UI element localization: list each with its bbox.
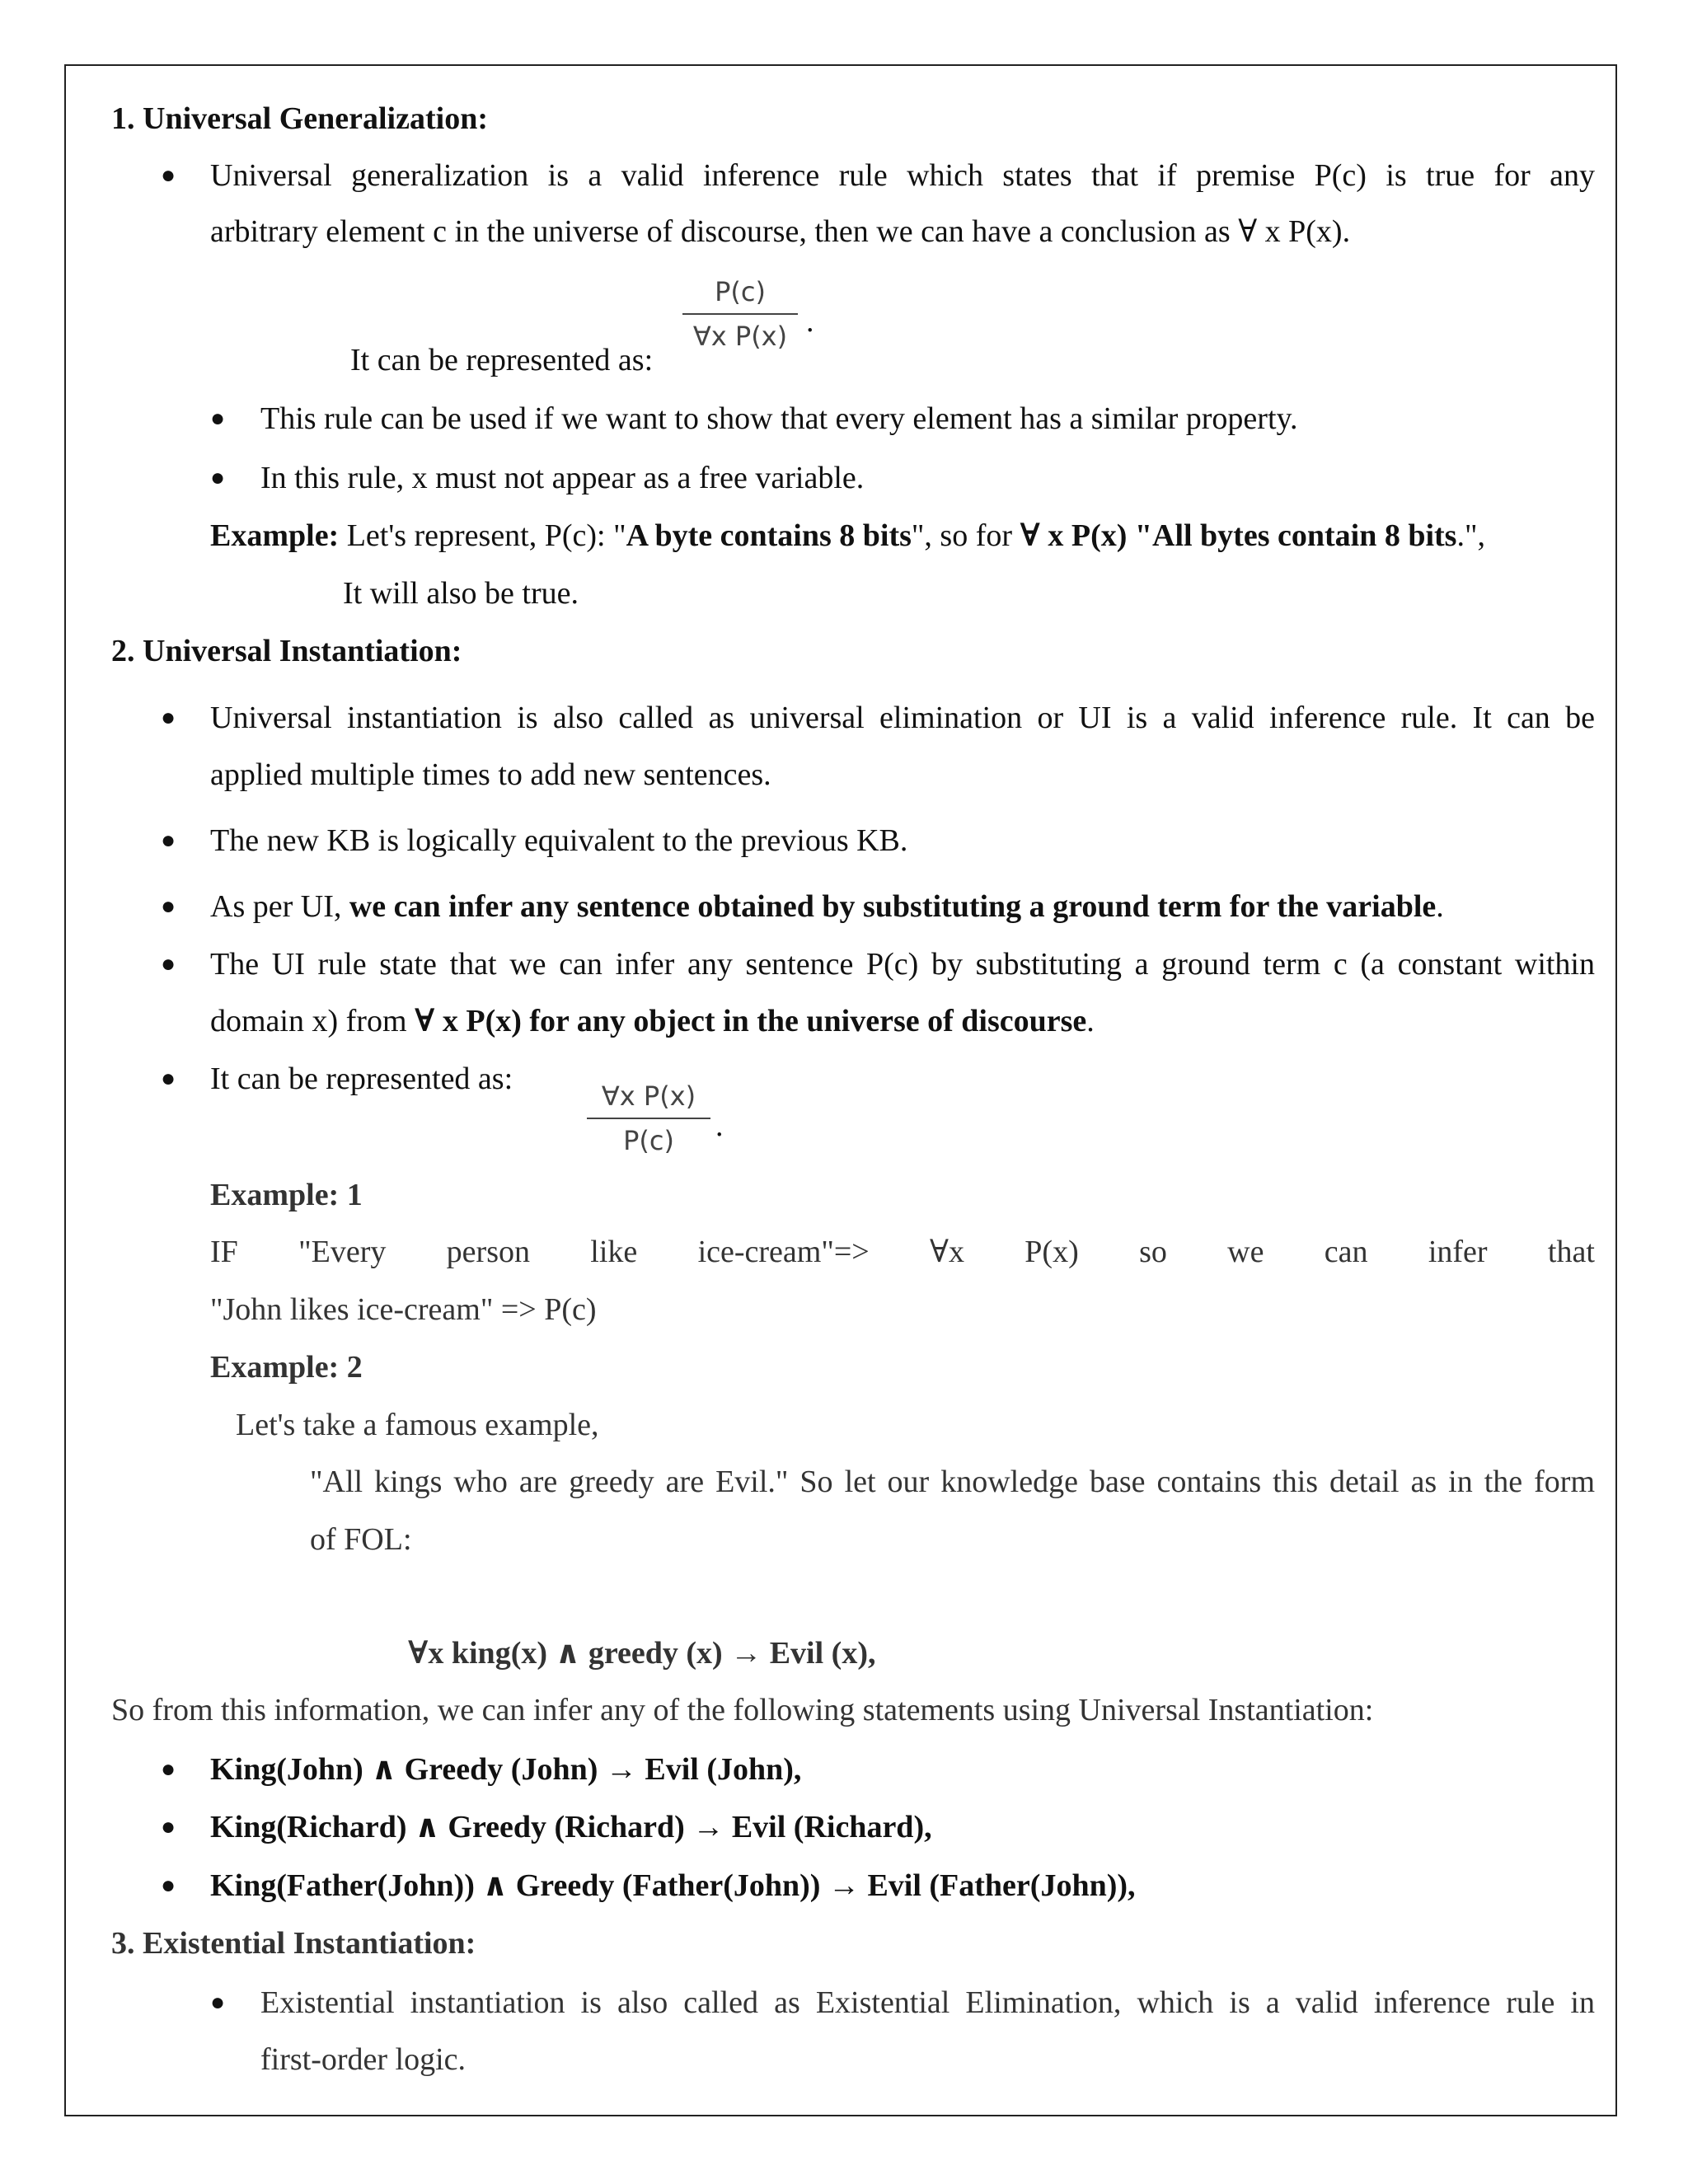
example-1-word: can	[1324, 1235, 1368, 1269]
inference-item-1: King(John) ∧ Greedy (John) → Evil (John),	[210, 1752, 802, 1787]
s1-bullet-1-line-1: Universal generalization is a valid inference rule which states that if premise P(c) is true for any	[210, 158, 1595, 193]
s1-bullet-2: This rule can be used if we want to show that every element has a similar property.	[260, 401, 1298, 436]
s2-bullet-3	[210, 888, 1444, 926]
s1-bullet-3: In this rule, x must not appear as a free variable.	[260, 461, 865, 495]
fraction-denominator: P(c)	[623, 1125, 674, 1156]
s1-represent-label: It can be represented as:	[350, 343, 654, 377]
s2-bullet-5: It can be represented as:	[210, 1062, 513, 1096]
bold-text: we can infer any sentence obtained by substituting a ground term for the variable	[349, 889, 1437, 924]
bullet-icon: ●	[161, 827, 176, 854]
inference-item-2: King(Richard) ∧ Greedy (Richard) → Evil (Richard),	[210, 1810, 932, 1844]
example-2-line-1: Let's take a famous example,	[236, 1408, 599, 1442]
example-text: ", so for	[911, 518, 1020, 553]
example-1-word: ∀x	[930, 1235, 964, 1269]
bullet-icon: ●	[210, 464, 226, 491]
example-bold-text: A byte contains 8 bits	[626, 518, 912, 553]
fol-formula: ∀x king(x) ∧ greedy (x) → Evil (x),	[408, 1636, 876, 1671]
bullet-icon: ●	[210, 405, 226, 432]
generalization-rule-fraction	[682, 274, 798, 354]
s2-bullet-1-line-2: applied multiple times to add new sentences.	[210, 757, 771, 792]
bullet-icon: ●	[161, 1872, 176, 1899]
s3-bullet-1-line-1: Existential instantiation is also called as Existential Elimination, which is a valid inference rule in	[260, 1985, 1595, 2020]
example-text: .",	[1456, 518, 1485, 553]
fraction-period: .	[715, 1108, 724, 1143]
fraction-numerator: P(c)	[715, 276, 766, 307]
bullet-icon: ●	[161, 162, 176, 189]
s2-bullet-2: The new KB is logically equivalent to the previous KB.	[210, 823, 908, 858]
example-text: Let's represent, P(c): "	[339, 518, 626, 553]
section-1-heading: 1. Universal Generalization:	[111, 101, 488, 136]
example-1-word: we	[1227, 1235, 1264, 1269]
example-1-word: "Every	[298, 1235, 387, 1269]
bullet-icon: ●	[161, 893, 176, 920]
instantiation-rule-fraction	[587, 1078, 710, 1159]
fraction-denominator: ∀x P(x)	[692, 321, 788, 352]
example-1-word: like	[590, 1235, 638, 1269]
bullet-icon: ●	[210, 1989, 226, 2016]
example-1-word: P(x)	[1025, 1235, 1079, 1269]
s2-bullet-1-line-1: Universal instantiation is also called as universal elimination or UI is a valid inference rule. It can be	[210, 701, 1595, 735]
bullet-icon: ●	[161, 1813, 176, 1840]
section-3-heading: 3. Existential Instantiation:	[111, 1926, 476, 1961]
bullet-icon: ●	[161, 1065, 176, 1092]
example-1-word: that	[1547, 1235, 1595, 1269]
example-label: Example:	[210, 518, 340, 553]
bullet-icon: ●	[161, 950, 176, 977]
example-1-word: so	[1139, 1235, 1167, 1269]
fraction-bar	[682, 313, 798, 315]
s2-bullet-4-line-2	[210, 1002, 1095, 1040]
text: .	[1436, 889, 1444, 924]
example-2-line-3: of FOL:	[310, 1522, 412, 1557]
example-2-label: Example: 2	[210, 1350, 363, 1385]
example-1-label: Example: 1	[210, 1178, 363, 1212]
s1-example-line-1	[210, 517, 1485, 555]
inference-item-3: King(Father(John)) ∧ Greedy (Father(John)) → Evil (Father(John)),	[210, 1868, 1136, 1903]
example-1-line-1	[210, 1233, 1595, 1271]
s1-bullet-1-line-2: arbitrary element c in the universe of discourse, then we can have a conclusion as ∀ x P(x).	[210, 214, 1351, 249]
inference-intro: So from this information, we can infer any of the following statements using Universal Instantiation:	[111, 1693, 1374, 1727]
s2-bullet-4-line-1: The UI rule state that we can infer any sentence P(c) by substituting a ground term c (a constant within	[210, 947, 1595, 982]
bullet-icon: ●	[161, 1755, 176, 1783]
bold-text: ∀ x P(x) for any object in the universe of discourse	[415, 1004, 1087, 1038]
example-1-word: IF	[210, 1235, 238, 1269]
fraction-period: .	[806, 304, 814, 339]
example-1-word: ice-cream"=>	[697, 1235, 870, 1269]
example-1-line-2: "John likes ice-cream" => P(c)	[210, 1292, 597, 1327]
text: domain x) from	[210, 1004, 415, 1038]
s3-bullet-1-line-2: first-order logic.	[260, 2042, 467, 2077]
text: .	[1086, 1004, 1095, 1038]
example-2-line-2: "All kings who are greedy are Evil." So let our knowledge base contains this detail as in the form	[310, 1465, 1595, 1499]
example-1-word: person	[446, 1235, 530, 1269]
example-bold-text: ∀ x P(x) "All bytes contain 8 bits	[1020, 518, 1457, 553]
fraction-numerator: ∀x P(x)	[601, 1080, 696, 1112]
s1-example-line-2: It will also be true.	[343, 576, 579, 611]
bullet-icon: ●	[161, 704, 176, 731]
fraction-bar	[587, 1118, 710, 1119]
text: As per UI,	[210, 889, 349, 924]
example-1-word: infer	[1428, 1235, 1488, 1269]
section-2-heading: 2. Universal Instantiation:	[111, 634, 462, 668]
